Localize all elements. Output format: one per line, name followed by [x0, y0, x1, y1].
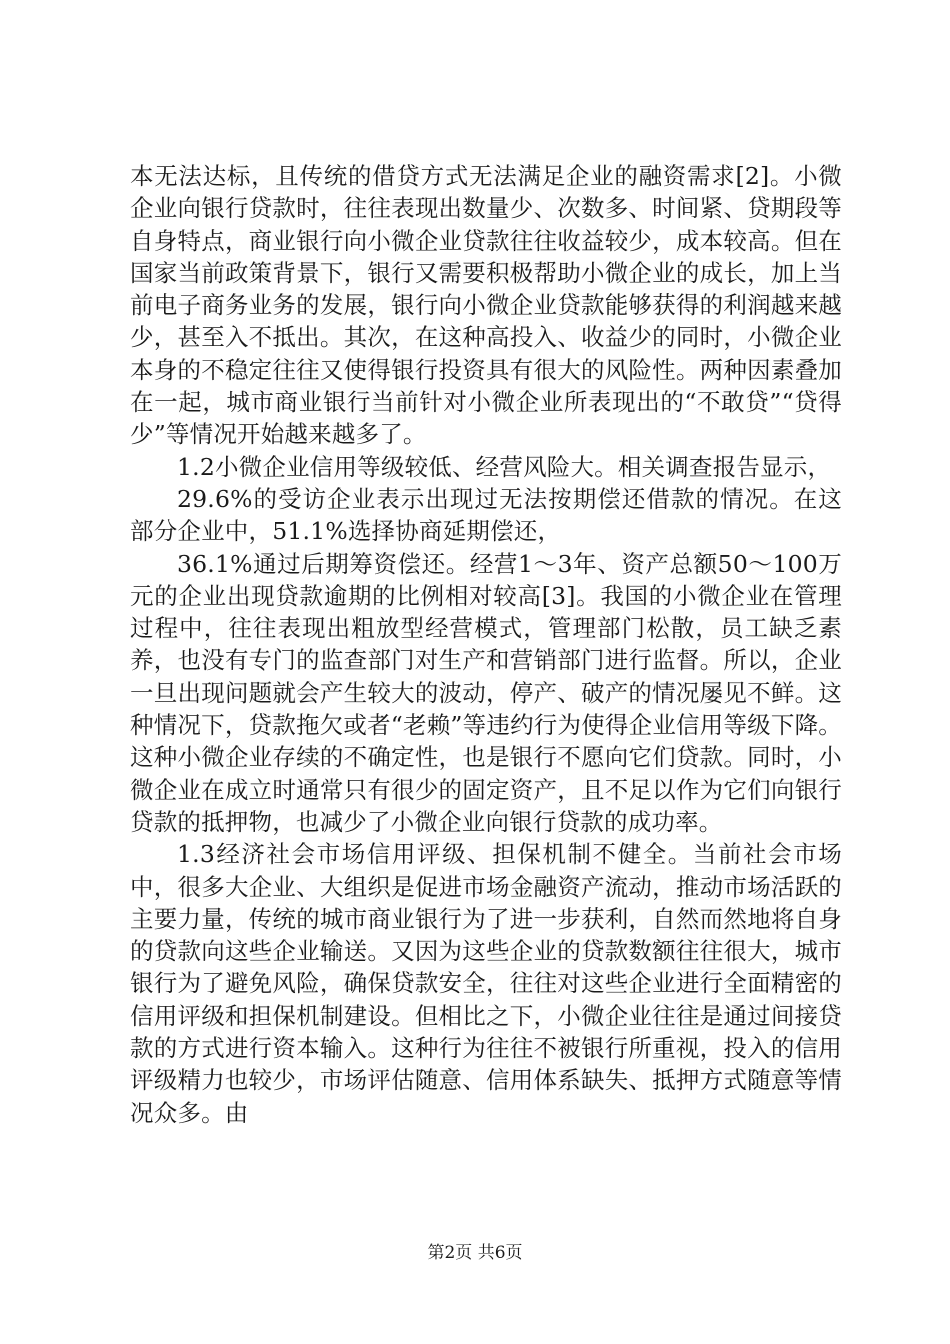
- paragraph-continuation: 本无法达标，且传统的借贷方式无法满足企业的融资需求[2]。小微企业向银行贷款时，往往表现出数量少、次数多、时间紧、贷期段等自身特点，商业银行向小微企业贷款往往收益较少，成本较高。但在国家当前政策背景下，银行又需要积极帮助小微企业的成长，加上当前电子商务业务的发展，银行向小微企业贷款能够获得的利润越来越少，甚至入不抵出。其次，在这种高投入、收益少的同时，小微企业本身的不稳定往往又使得银行投资具有很大的风险性。两种因素叠加在一起，城市商业银行当前针对小微企业所表现出的“不敢贷”“贷得少”等情况开始越来越多了。: [130, 162, 842, 449]
- paragraph-section-1-2: 1.2小微企业信用等级较低、经营风险大。相关调查报告显示，: [177, 452, 832, 481]
- paragraph-survey-result: 29.6%的受访企业表示出现过无法按期偿还借款的情况。在这部分企业中，51.1%选择协商延期偿还，: [130, 484, 842, 546]
- page-number-footer: 第2页 共6页: [427, 1243, 523, 1263]
- paragraph-section-1-3: 1.3经济社会市场信用评级、担保机制不健全。当前社会市场中，很多大企业、大组织是促进市场金融资产流动，推动市场活跃的主要力量，传统的城市商业银行为了进一步获利，自然而然地将自身的贷款向这些企业输送。又因为这些企业的贷款数额往往很大，城市银行为了避免风险，确保贷款安全，往往对这些企业进行全面精密的信用评级和担保机制建设。但相比之下，小微企业往往是通过间接贷款的方式进行资本输入。这种行为往往不被银行所重视，投入的信用评级精力也较少，市场评估随意、信用体系缺失、抵押方式随意等情况众多。由: [130, 840, 842, 1127]
- document-body: [130, 160, 842, 1129]
- paragraph-overdue-analysis: 36.1%通过后期筹资偿还。经营1～3年、资产总额50～100万元的企业出现贷款逾期的比例相对较高[3]。我国的小微企业在管理过程中，往往表现出粗放型经营模式，管理部门松散，员工缺乏素养，也没有专门的监查部门对生产和营销部门进行监督。所以，企业一旦出现问题就会产生较大的波动，停产、破产的情况屡见不鲜。这种情况下，贷款拖欠或者“老赖”等违约行为使得企业信用等级下降。这种小微企业存续的不确定性，也是银行不愿向它们贷款。同时，小微企业在成立时通常只有很少的固定资产，且不足以作为它们向银行贷款的抵押物，也减少了小微企业向银行贷款的成功率。: [130, 549, 842, 836]
